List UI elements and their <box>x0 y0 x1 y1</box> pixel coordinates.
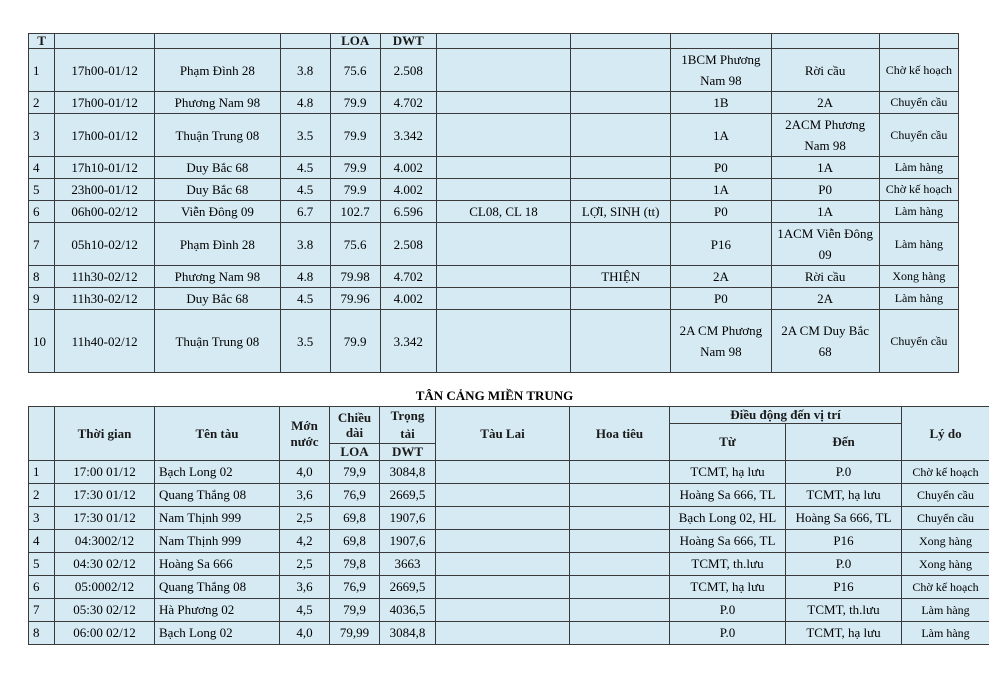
tug-cell <box>436 157 570 179</box>
draft-cell: 4.5 <box>280 179 330 201</box>
loa-cell: 79,99 <box>330 622 380 645</box>
to-cell: 2A <box>771 92 879 114</box>
reason-cell: Làm hàng <box>879 288 958 310</box>
loa-cell: 76,9 <box>330 576 380 599</box>
draft-cell: 4,2 <box>280 530 330 553</box>
from-cell: TCMT, hạ lưu <box>670 461 786 484</box>
time-cell: 04:3002/12 <box>55 530 155 553</box>
pilot-cell <box>571 157 671 179</box>
time-cell: 05:0002/12 <box>55 576 155 599</box>
time-cell: 06:00 02/12 <box>55 622 155 645</box>
header-cell <box>879 34 958 49</box>
row-number: 3 <box>29 507 55 530</box>
table2-header-row-1 <box>29 407 989 424</box>
to-cell: P16 <box>786 576 902 599</box>
dwt-cell: 1907,6 <box>380 530 436 553</box>
berth-schedule-table-2 <box>28 406 989 645</box>
pilot-cell <box>570 599 670 622</box>
draft-cell: 2,5 <box>280 553 330 576</box>
to-cell: P.0 <box>786 553 902 576</box>
row-number: 4 <box>29 157 55 179</box>
table-row <box>29 484 989 507</box>
ship-name-cell: Phương Nam 98 <box>155 266 280 288</box>
to-cell: TCMT, th.lưu <box>786 599 902 622</box>
ship-name-cell: Nam Thịnh 999 <box>155 530 280 553</box>
loa-cell: 79,8 <box>330 553 380 576</box>
draft-cell: 3,6 <box>280 576 330 599</box>
pilot-cell <box>571 288 671 310</box>
time-cell: 17h00-01/12 <box>55 92 155 114</box>
loa-cell: 79.9 <box>330 157 380 179</box>
dwt-cell: 1907,6 <box>380 507 436 530</box>
loa-cell: 69,8 <box>330 530 380 553</box>
dwt-cell: 4.002 <box>380 179 436 201</box>
header-cell-no <box>29 407 55 461</box>
from-cell: 1B <box>671 92 771 114</box>
reason-cell: Chuyển cầu <box>879 114 958 157</box>
header-cell: T <box>29 34 55 49</box>
loa-cell: 79.9 <box>330 92 380 114</box>
table-row <box>29 157 959 179</box>
reason-cell: Làm hàng <box>902 622 989 645</box>
header-cell-draft: Mớn nước <box>280 407 330 461</box>
loa-cell: 102.7 <box>330 201 380 223</box>
ship-name-cell: Phạm Đình 28 <box>155 223 280 266</box>
draft-cell: 4,0 <box>280 461 330 484</box>
ship-name-cell: Thuận Trung 08 <box>155 114 280 157</box>
draft-cell: 3.8 <box>280 49 330 92</box>
to-cell: 2ACM Phương Nam 98 <box>771 114 879 157</box>
dwt-cell: 3084,8 <box>380 461 436 484</box>
to-cell: TCMT, hạ lưu <box>786 622 902 645</box>
tug-cell <box>436 599 570 622</box>
ship-name-cell: Quang Thắng 08 <box>155 484 280 507</box>
draft-cell: 3.8 <box>280 223 330 266</box>
row-number: 6 <box>29 201 55 223</box>
to-cell: 2A CM Duy Bắc 68 <box>771 310 879 373</box>
tug-cell <box>436 576 570 599</box>
draft-cell: 6.7 <box>280 201 330 223</box>
dwt-cell: 4.702 <box>380 266 436 288</box>
to-cell: TCMT, hạ lưu <box>786 484 902 507</box>
row-number: 1 <box>29 49 55 92</box>
pilot-cell <box>571 49 671 92</box>
dwt-cell: 2669,5 <box>380 484 436 507</box>
header-cell-tonnage: Trọng tải <box>380 407 436 444</box>
ship-name-cell: Viễn Đông 09 <box>155 201 280 223</box>
tug-cell <box>436 49 570 92</box>
header-cell-dwt: DWT <box>380 34 436 49</box>
section-title-tan-cang-mien-trung: TÂN CẢNG MIỀN TRUNG <box>415 388 574 403</box>
pilot-cell <box>570 461 670 484</box>
header-cell-pilot: Hoa tiêu <box>570 407 670 461</box>
row-number: 5 <box>29 179 55 201</box>
pilot-cell <box>571 114 671 157</box>
table-row <box>29 179 959 201</box>
pilot-cell <box>570 507 670 530</box>
ship-name-cell: Bạch Long 02 <box>155 622 280 645</box>
loa-cell: 79.9 <box>330 179 380 201</box>
pilot-cell <box>570 530 670 553</box>
draft-cell: 3.5 <box>280 114 330 157</box>
ship-name-cell: Duy Bắc 68 <box>155 157 280 179</box>
draft-cell: 4,5 <box>280 599 330 622</box>
loa-cell: 79.98 <box>330 266 380 288</box>
dwt-cell: 4036,5 <box>380 599 436 622</box>
reason-cell: Chờ kế hoạch <box>902 461 989 484</box>
ship-name-cell: Thuận Trung 08 <box>155 310 280 373</box>
reason-cell: Chờ kế hoạch <box>902 576 989 599</box>
draft-cell: 3.5 <box>280 310 330 373</box>
from-cell: TCMT, th.lưu <box>670 553 786 576</box>
table-row <box>29 223 959 266</box>
row-number: 2 <box>29 92 55 114</box>
table-row <box>29 92 959 114</box>
reason-cell: Chờ kế hoạch <box>879 49 958 92</box>
row-number: 1 <box>29 461 55 484</box>
from-cell: 1BCM Phương Nam 98 <box>671 49 771 92</box>
header-cell-from: Từ <box>670 424 786 461</box>
tug-cell <box>436 310 570 373</box>
tug-cell <box>436 92 570 114</box>
time-cell: 11h40-02/12 <box>55 310 155 373</box>
draft-cell: 3,6 <box>280 484 330 507</box>
from-cell: P16 <box>671 223 771 266</box>
from-cell: Hoàng Sa 666, TL <box>670 484 786 507</box>
from-cell: Hoàng Sa 666, TL <box>670 530 786 553</box>
row-number: 10 <box>29 310 55 373</box>
tug-cell <box>436 507 570 530</box>
row-number: 4 <box>29 530 55 553</box>
table-row <box>29 530 989 553</box>
dwt-cell: 2.508 <box>380 49 436 92</box>
time-cell: 11h30-02/12 <box>55 266 155 288</box>
pilot-cell <box>570 622 670 645</box>
header-cell-to: Đến <box>786 424 902 461</box>
to-cell: Hoàng Sa 666, TL <box>786 507 902 530</box>
table-row <box>29 49 959 92</box>
tug-cell <box>436 622 570 645</box>
dwt-cell: 3663 <box>380 553 436 576</box>
ship-name-cell: Phạm Đình 28 <box>155 49 280 92</box>
tug-cell <box>436 530 570 553</box>
loa-cell: 79,9 <box>330 461 380 484</box>
draft-cell: 4,0 <box>280 622 330 645</box>
berth-schedule-table-1 <box>28 33 959 373</box>
ship-name-cell: Phương Nam 98 <box>155 92 280 114</box>
time-cell: 17h10-01/12 <box>55 157 155 179</box>
table-row <box>29 201 959 223</box>
to-cell: 1A <box>771 157 879 179</box>
header-cell-tug: Tàu Lai <box>436 407 570 461</box>
pilot-cell <box>571 179 671 201</box>
ship-name-cell: Hoàng Sa 666 <box>155 553 280 576</box>
reason-cell: Chuyển cầu <box>902 484 989 507</box>
pilot-cell <box>570 576 670 599</box>
from-cell: Bạch Long 02, HL <box>670 507 786 530</box>
draft-cell: 4.5 <box>280 288 330 310</box>
table-row <box>29 553 989 576</box>
tug-cell <box>436 266 570 288</box>
from-cell: P0 <box>671 157 771 179</box>
table-row <box>29 114 959 157</box>
header-cell-ship: Tên tàu <box>155 407 280 461</box>
loa-cell: 79,9 <box>330 599 380 622</box>
row-number: 3 <box>29 114 55 157</box>
time-cell: 11h30-02/12 <box>55 288 155 310</box>
dwt-cell: 3084,8 <box>380 622 436 645</box>
loa-cell: 79.9 <box>330 310 380 373</box>
header-cell-move: Điều động đến vị trí <box>670 407 902 424</box>
table-row <box>29 461 989 484</box>
from-cell: P.0 <box>670 599 786 622</box>
to-cell: P.0 <box>786 461 902 484</box>
reason-cell: Chuyển cầu <box>879 310 958 373</box>
pilot-cell: LỢI, SINH (tt) <box>571 201 671 223</box>
loa-cell: 75.6 <box>330 223 380 266</box>
header-cell-loa: LOA <box>330 444 380 461</box>
tug-cell <box>436 461 570 484</box>
header-cell <box>671 34 771 49</box>
table-row <box>29 599 989 622</box>
header-cell <box>771 34 879 49</box>
reason-cell: Làm hàng <box>879 157 958 179</box>
reason-cell: Xong hàng <box>902 553 989 576</box>
tug-cell <box>436 179 570 201</box>
time-cell: 06h00-02/12 <box>55 201 155 223</box>
table-row <box>29 310 959 373</box>
header-cell-dwt: DWT <box>380 444 436 461</box>
draft-cell: 4.8 <box>280 266 330 288</box>
from-cell: 1A <box>671 114 771 157</box>
row-number: 6 <box>29 576 55 599</box>
dwt-cell: 4.702 <box>380 92 436 114</box>
time-cell: 17:00 01/12 <box>55 461 155 484</box>
tug-cell: CL08, CL 18 <box>436 201 570 223</box>
reason-cell: Chờ kế hoạch <box>879 179 958 201</box>
row-number: 8 <box>29 266 55 288</box>
tug-cell <box>436 288 570 310</box>
to-cell: 1ACM Viễn Đông 09 <box>771 223 879 266</box>
row-number: 2 <box>29 484 55 507</box>
reason-cell: Làm hàng <box>879 201 958 223</box>
from-cell: P0 <box>671 288 771 310</box>
dwt-cell: 2669,5 <box>380 576 436 599</box>
header-cell <box>155 34 280 49</box>
time-cell: 17h00-01/12 <box>55 49 155 92</box>
time-cell: 17:30 01/12 <box>55 484 155 507</box>
pilot-cell <box>571 223 671 266</box>
time-cell: 17h00-01/12 <box>55 114 155 157</box>
to-cell: Rời cầu <box>771 266 879 288</box>
tug-cell <box>436 223 570 266</box>
reason-cell: Làm hàng <box>902 599 989 622</box>
time-cell: 04:30 02/12 <box>55 553 155 576</box>
draft-cell: 4.8 <box>280 92 330 114</box>
pilot-cell <box>571 92 671 114</box>
ship-name-cell: Bạch Long 02 <box>155 461 280 484</box>
table1-header-row <box>29 34 959 49</box>
ship-name-cell: Duy Bắc 68 <box>155 288 280 310</box>
to-cell: 1A <box>771 201 879 223</box>
from-cell: P.0 <box>670 622 786 645</box>
dwt-cell: 6.596 <box>380 201 436 223</box>
time-cell: 05:30 02/12 <box>55 599 155 622</box>
dwt-cell: 3.342 <box>380 310 436 373</box>
to-cell: P16 <box>786 530 902 553</box>
draft-cell: 4.5 <box>280 157 330 179</box>
table-row <box>29 288 959 310</box>
row-number: 5 <box>29 553 55 576</box>
dwt-cell: 3.342 <box>380 114 436 157</box>
header-cell <box>571 34 671 49</box>
loa-cell: 75.6 <box>330 49 380 92</box>
from-cell: TCMT, hạ lưu <box>670 576 786 599</box>
draft-cell: 2,5 <box>280 507 330 530</box>
header-cell <box>55 34 155 49</box>
loa-cell: 76,9 <box>330 484 380 507</box>
ship-name-cell: Hà Phương 02 <box>155 599 280 622</box>
row-number: 7 <box>29 223 55 266</box>
reason-cell: Chuyển cầu <box>902 507 989 530</box>
pilot-cell <box>570 484 670 507</box>
table-row <box>29 266 959 288</box>
reason-cell: Làm hàng <box>879 223 958 266</box>
from-cell: 1A <box>671 179 771 201</box>
loa-cell: 79.96 <box>330 288 380 310</box>
row-number: 7 <box>29 599 55 622</box>
pilot-cell <box>571 310 671 373</box>
row-number: 9 <box>29 288 55 310</box>
header-cell-reason: Lý do <box>902 407 989 461</box>
row-number: 8 <box>29 622 55 645</box>
dwt-cell: 2.508 <box>380 223 436 266</box>
dwt-cell: 4.002 <box>380 288 436 310</box>
time-cell: 05h10-02/12 <box>55 223 155 266</box>
ship-name-cell: Nam Thịnh 999 <box>155 507 280 530</box>
from-cell: P0 <box>671 201 771 223</box>
header-cell-time: Thời gian <box>55 407 155 461</box>
reason-cell: Chuyển cầu <box>879 92 958 114</box>
from-cell: 2A <box>671 266 771 288</box>
loa-cell: 79.9 <box>330 114 380 157</box>
loa-cell: 69,8 <box>330 507 380 530</box>
tug-cell <box>436 114 570 157</box>
tug-cell <box>436 553 570 576</box>
reason-cell: Xong hàng <box>879 266 958 288</box>
table-row <box>29 622 989 645</box>
pilot-cell: THIỆN <box>571 266 671 288</box>
to-cell: 2A <box>771 288 879 310</box>
pilot-cell <box>570 553 670 576</box>
reason-cell: Xong hàng <box>902 530 989 553</box>
header-cell-length: Chiều dài <box>330 407 380 444</box>
time-cell: 17:30 01/12 <box>55 507 155 530</box>
dwt-cell: 4.002 <box>380 157 436 179</box>
tug-cell <box>436 484 570 507</box>
header-cell-loa: LOA <box>330 34 380 49</box>
header-cell <box>436 34 570 49</box>
table-row <box>29 507 989 530</box>
to-cell: P0 <box>771 179 879 201</box>
ship-name-cell: Duy Bắc 68 <box>155 179 280 201</box>
table-row <box>29 576 989 599</box>
from-cell: 2A CM Phương Nam 98 <box>671 310 771 373</box>
header-cell <box>280 34 330 49</box>
to-cell: Rời cầu <box>771 49 879 92</box>
time-cell: 23h00-01/12 <box>55 179 155 201</box>
ship-name-cell: Quang Thắng 08 <box>155 576 280 599</box>
